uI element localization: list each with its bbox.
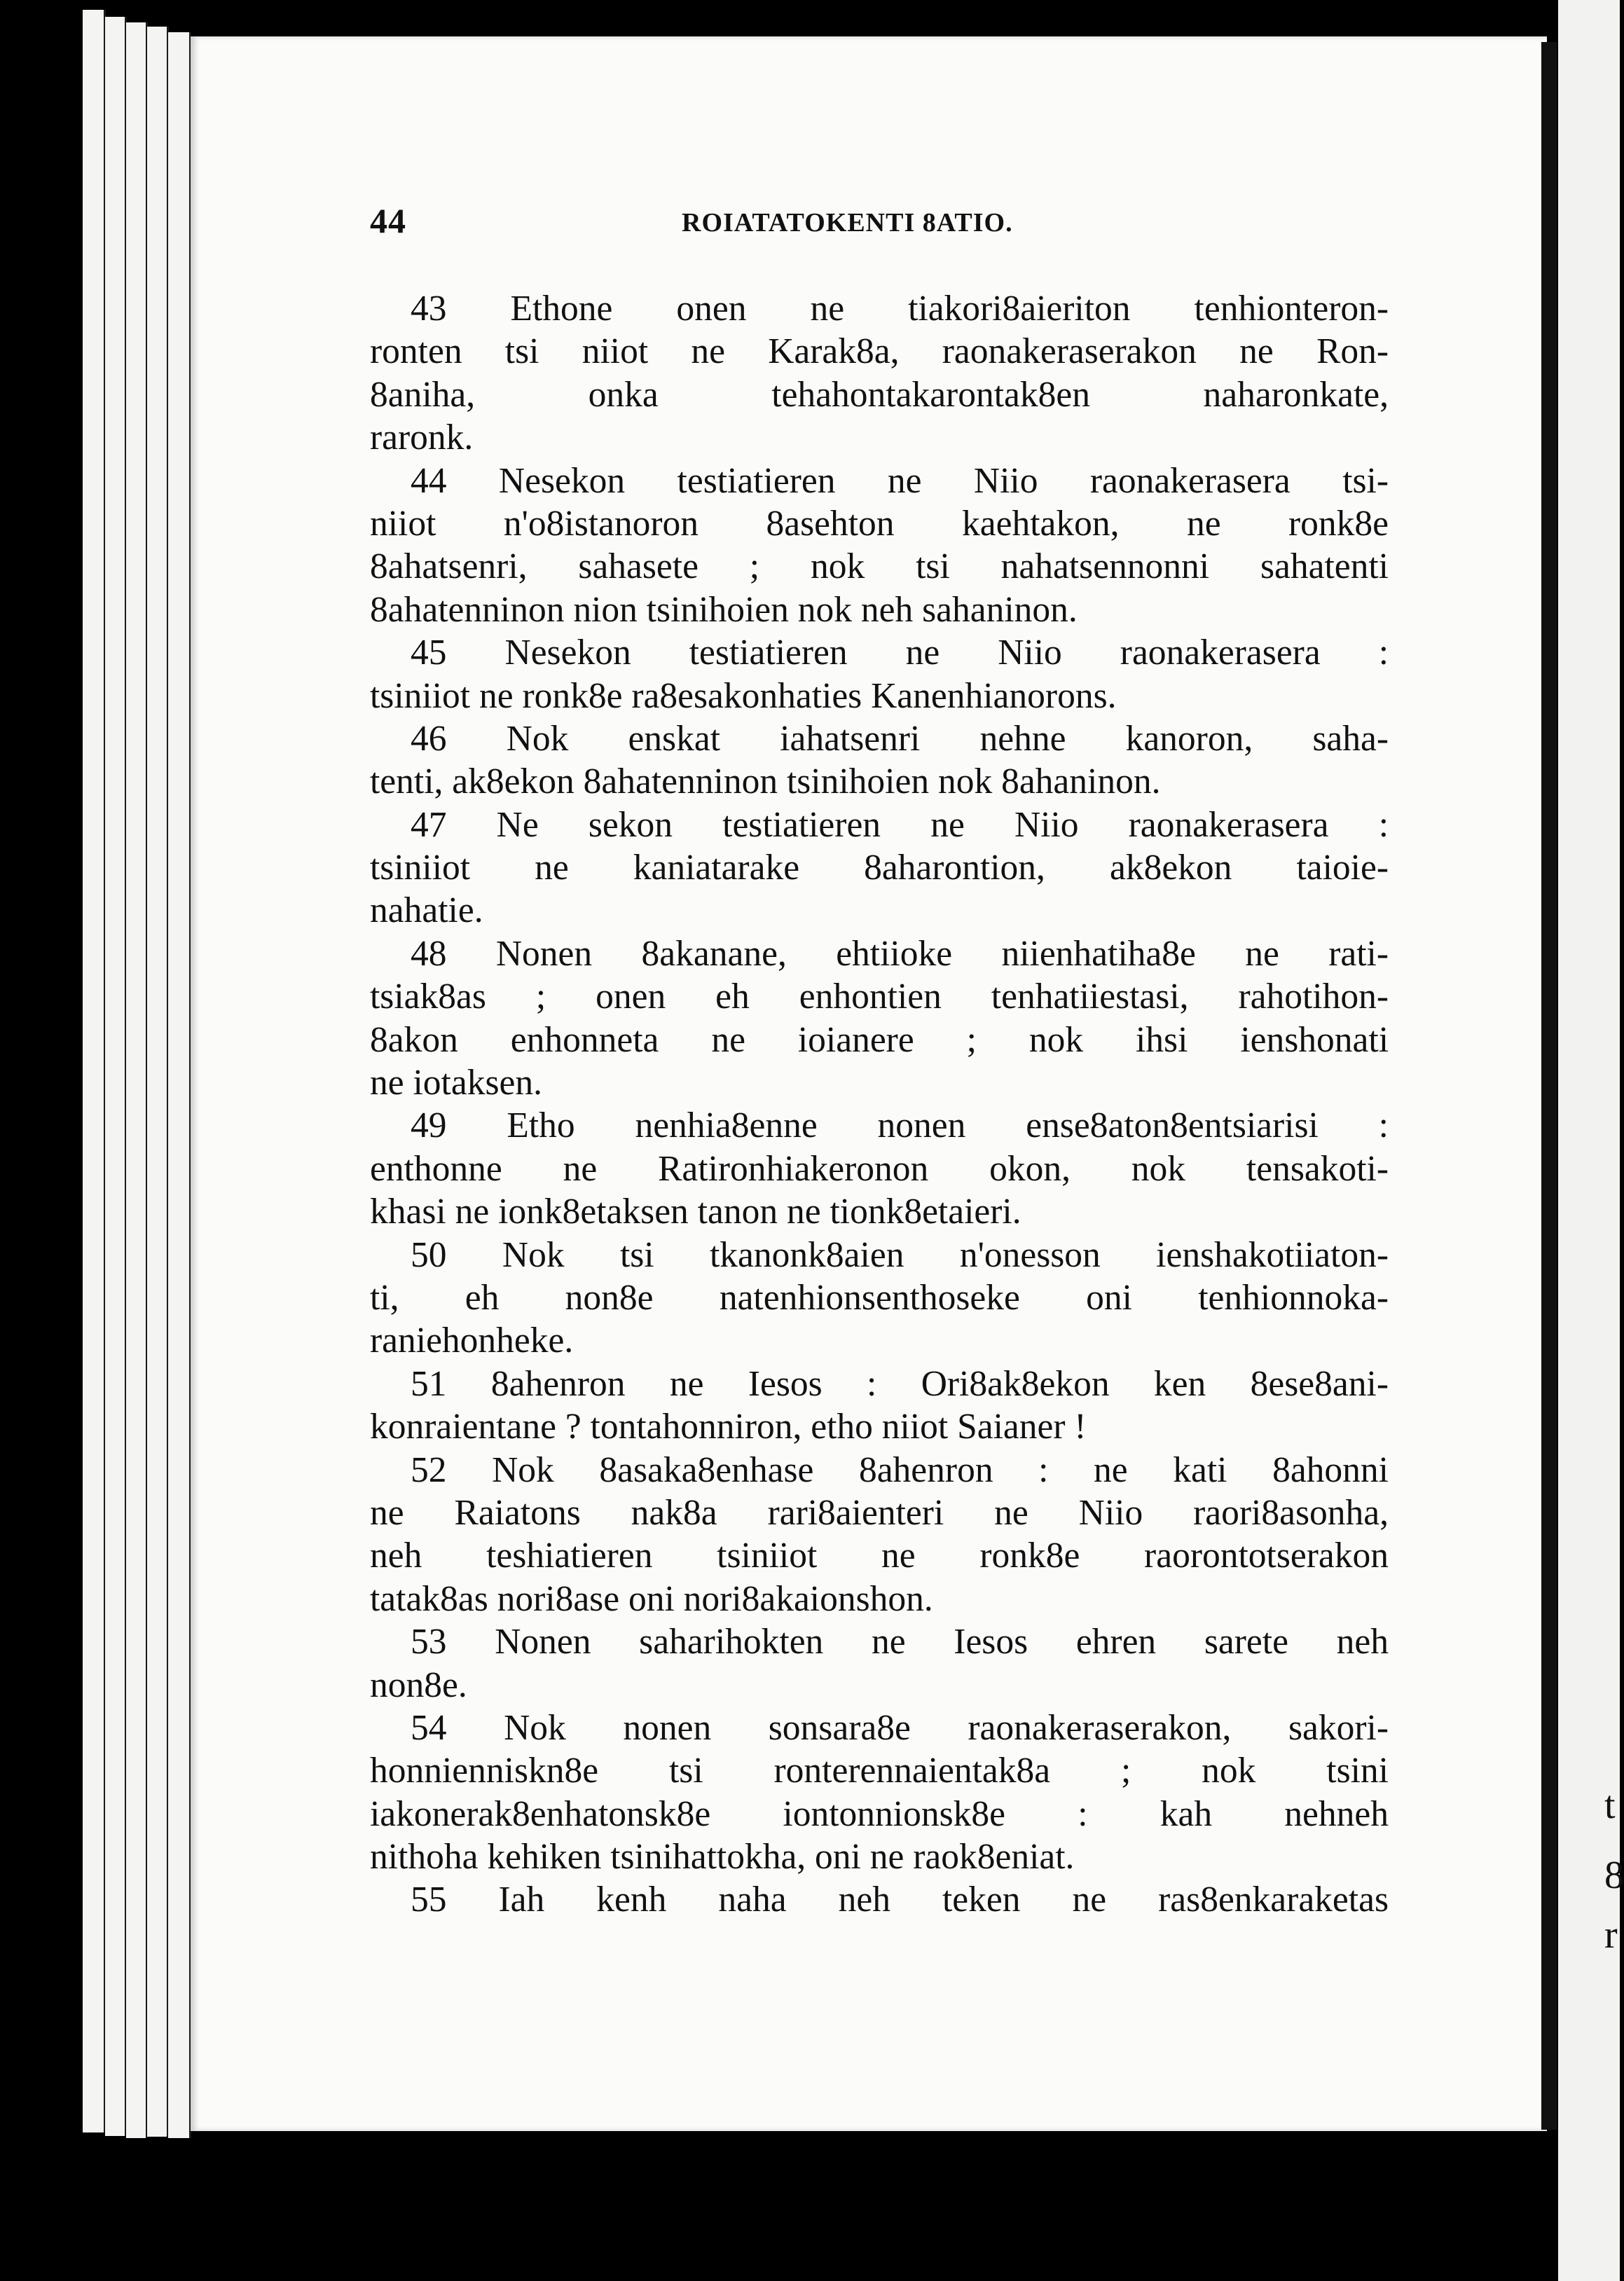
text-line: 8ahatsenri, sahasete ; nok tsi nahatsennonni sahatenti — [370, 546, 1389, 587]
text-line: 45 Nesekon testiatieren ne Niio raonakerasera : — [411, 633, 1389, 673]
text-line: 8akon enhonneta ne ioianere ; nok ihsi ienshonati — [370, 1019, 1389, 1060]
text-line: nahatie. — [370, 890, 483, 931]
text-line: ne Raiatons nak8a rari8aienteri ne Niio raori8asonha, — [370, 1492, 1389, 1533]
running-title: ROIATATOKENTI 8ATIO. — [682, 208, 1013, 237]
text-line: 46 Nok enskat iahatsenri nehne kanoron, saha- — [411, 718, 1389, 759]
text-line: 8aniha, onka tehahontakarontak8en naharonkate, — [370, 374, 1389, 415]
text-line: 49 Etho nenhia8enne nonen ense8aton8entsiarisi : — [411, 1105, 1389, 1146]
facing-page-char: 8 — [1604, 1854, 1624, 1897]
text-line: tatak8as nori8ase oni nori8akaionshon. — [370, 1578, 933, 1619]
text-line: raronk. — [370, 418, 474, 458]
text-line: 8ahatenninon nion tsinihoien nok neh sahaninon. — [370, 589, 1078, 630]
facing-page-char: t — [1604, 1784, 1616, 1827]
text-line: ne iotaksen. — [370, 1063, 542, 1103]
text-line: 53 Nonen saharihokten ne Iesos ehren sarete neh — [411, 1622, 1389, 1662]
text-line: nithoha kehiken tsinihattokha, oni ne raok8eniat. — [370, 1837, 1075, 1877]
text-line: neh teshiatieren tsiniiot ne ronk8e raorontotserakon — [370, 1536, 1389, 1576]
text-line: 43 Ethone onen ne tiakori8aieriton tenhionteron- — [411, 289, 1389, 329]
text-line: 50 Nok tsi tkanonk8aien n'onesson ienshakotiiaton- — [411, 1234, 1389, 1275]
body-text — [370, 287, 1389, 1922]
text-line: tsiak8as ; onen eh enhontien tenhatiiestasi, rahotihon- — [370, 977, 1389, 1017]
text-line: enthonne ne Ratironhiakeronon okon, nok tensakoti- — [370, 1148, 1389, 1189]
text-line: 48 Nonen 8akanane, ehtiioke niienhatiha8e ne rati- — [411, 933, 1389, 974]
text-line: 44 Nesekon testiatieren ne Niio raonakerasera tsi- — [411, 460, 1389, 501]
text-line: ti, eh non8e natenhionsenthoseke oni tenhionnoka- — [370, 1277, 1389, 1318]
text-line: tsiniiot ne ronk8e ra8esakonhaties Kanenhianorons. — [370, 675, 1117, 716]
text-line: ronten tsi niiot ne Karak8a, raonakeraserakon ne Ron- — [370, 331, 1389, 372]
page-edge — [83, 10, 106, 2132]
text-line: non8e. — [370, 1665, 467, 1705]
book-spine — [1541, 42, 1557, 2130]
text-line: niiot n'o8istanoron 8asehton kaehtakon, ne ronk8e — [370, 503, 1389, 544]
page-edge — [168, 32, 191, 2138]
text-line: tenti, ak8ekon 8ahatenninon tsinihoien nok 8ahaninon. — [370, 762, 1161, 802]
text-line: konraientane ? tontahonniron, etho niiot Saianer ! — [370, 1407, 1087, 1447]
text-line: 47 Ne sekon testiatieren ne Niio raonakerasera : — [411, 804, 1389, 845]
page-header — [370, 200, 1400, 249]
text-line: khasi ne ionk8etaksen tanon ne tionk8etaieri. — [370, 1192, 1021, 1232]
text-line: 51 8ahenron ne Iesos : Ori8ak8ekon ken 8ese8ani- — [411, 1363, 1389, 1404]
text-line: honnienniskn8e tsi ronterennaientak8a ; nok tsini — [370, 1751, 1389, 1791]
text-line: raniehonheke. — [370, 1321, 574, 1361]
facing-page-char: r — [1604, 1913, 1618, 1957]
text-line: 54 Nok nonen sonsara8e raonakeraserakon, sakori- — [411, 1707, 1389, 1748]
page-number: 44 — [370, 201, 406, 240]
text-line: 52 Nok 8asaka8enhase 8ahenron : ne kati 8ahonni — [411, 1449, 1389, 1490]
text-line: iakonerak8enhatonsk8e iontonnionsk8e : kah nehneh — [370, 1793, 1389, 1834]
page-edge — [105, 17, 127, 2136]
page-edge — [126, 22, 148, 2138]
page-edge — [147, 27, 169, 2137]
text-line: tsiniiot ne kaniatarake 8aharontion, ak8ekon taioie- — [370, 848, 1389, 888]
text-line: 55 Iah kenh naha neh teken ne ras8enkaraketas — [411, 1880, 1389, 1920]
